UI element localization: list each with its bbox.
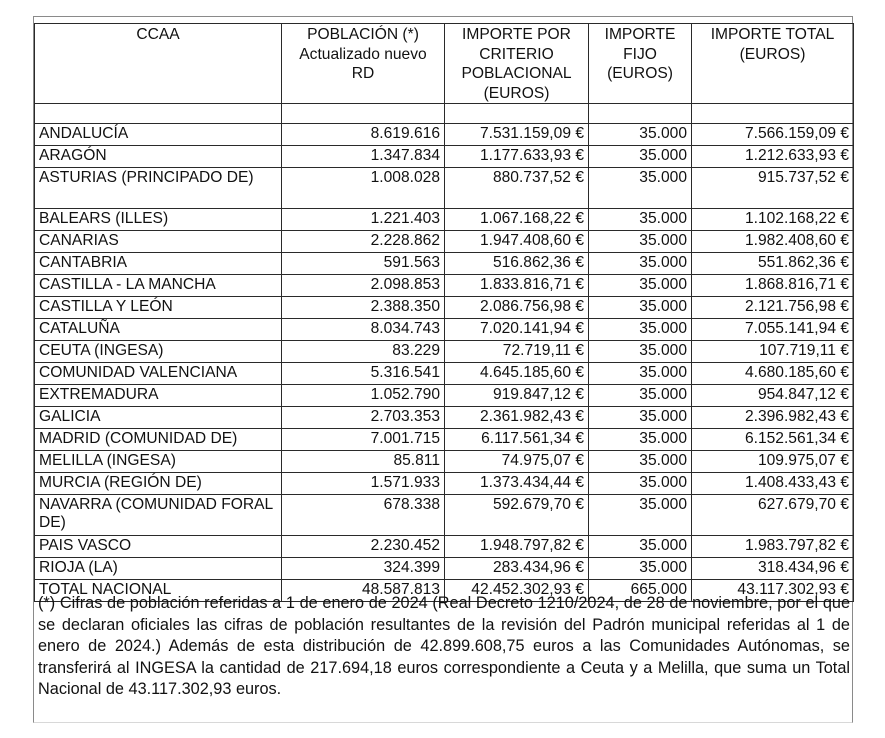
poblacion-cell: 83.229 — [282, 341, 445, 363]
poblacion-cell: 324.399 — [282, 558, 445, 580]
importe-poblacional-cell: 4.645.185,60 € — [445, 363, 589, 385]
table-header-row — [35, 24, 854, 104]
poblacion-cell: 2.388.350 — [282, 297, 445, 319]
importe-poblacional-cell: 2.086.756,98 € — [445, 297, 589, 319]
importe-poblacional-cell: 1.373.434,44 € — [445, 473, 589, 495]
ccaa-cell: PAIS VASCO — [35, 536, 282, 558]
table-row — [35, 319, 854, 341]
poblacion-cell: 1.052.790 — [282, 385, 445, 407]
table-row — [35, 407, 854, 429]
ccaa-cell: EXTREMADURA — [35, 385, 282, 407]
blank-cell — [282, 104, 445, 124]
importe-poblacional-cell: 880.737,52 € — [445, 168, 589, 209]
poblacion-cell: 2.230.452 — [282, 536, 445, 558]
importe-fijo-cell: 35.000 — [589, 558, 692, 580]
importe-poblacional-cell: 72.719,11 € — [445, 341, 589, 363]
ccaa-cell: GALICIA — [35, 407, 282, 429]
importe-poblacional-cell: 919.847,12 € — [445, 385, 589, 407]
table-row — [35, 146, 854, 168]
importe-fijo-cell: 35.000 — [589, 536, 692, 558]
ccaa-cell: MURCIA (REGIÓN DE) — [35, 473, 282, 495]
importe-poblacional-cell: 6.117.561,34 € — [445, 429, 589, 451]
importe-fijo-cell: 35.000 — [589, 275, 692, 297]
importe-total-cell: 1.868.816,71 € — [692, 275, 854, 297]
blank-cell — [35, 104, 282, 124]
ccaa-cell: CASTILLA - LA MANCHA — [35, 275, 282, 297]
importe-total-cell: 6.152.561,34 € — [692, 429, 854, 451]
table-row — [35, 363, 854, 385]
table-row — [35, 536, 854, 558]
ccaa-cell: ARAGÓN — [35, 146, 282, 168]
importe-poblacional-cell: 592.679,70 € — [445, 495, 589, 536]
header-poblacion: POBLACIÓN (*) Actualizado nuevo RD — [282, 24, 445, 104]
ccaa-cell: CANARIAS — [35, 231, 282, 253]
total-importe-poblacional-cell: 42.452.302,93 € — [445, 580, 589, 602]
importe-fijo-cell: 35.000 — [589, 253, 692, 275]
table-row — [35, 209, 854, 231]
ccaa-cell: CEUTA (INGESA) — [35, 341, 282, 363]
footnote: (*) Cifras de población referidas a 1 de enero de 2024 (Real Decreto 1210/2024, de 28 de noviembre, por el que se declaran oficiales las cifras de población resultantes de la revisión del Padrón municipal referidas al 1 de enero de 2024.) Además de esta distribución de 42.899.608,75 euros a las Comunidades Autónomas, se transferirá al INGESA la cantidad de 217.694,18 euros correspondiente a Ceuta y a Melilla, que suma un Total Nacional de 43.117.302,93 euros. — [38, 594, 850, 699]
header-ccaa: CCAA — [35, 24, 282, 104]
importe-poblacional-cell: 1.833.816,71 € — [445, 275, 589, 297]
importe-fijo-cell: 35.000 — [589, 231, 692, 253]
blank-cell — [589, 104, 692, 124]
poblacion-cell: 85.811 — [282, 451, 445, 473]
importe-fijo-cell: 35.000 — [589, 124, 692, 146]
importe-total-cell: 1.982.408,60 € — [692, 231, 854, 253]
poblacion-cell: 8.034.743 — [282, 319, 445, 341]
importe-total-cell: 7.055.141,94 € — [692, 319, 854, 341]
table-row — [35, 253, 854, 275]
importe-total-cell: 107.719,11 € — [692, 341, 854, 363]
ccaa-cell: ASTURIAS (PRINCIPADO DE) — [35, 168, 282, 209]
importe-total-cell: 551.862,36 € — [692, 253, 854, 275]
poblacion-cell: 7.001.715 — [282, 429, 445, 451]
ccaa-cell: MADRID (COMUNIDAD DE) — [35, 429, 282, 451]
importe-fijo-cell: 35.000 — [589, 363, 692, 385]
importe-total-cell: 2.396.982,43 € — [692, 407, 854, 429]
importe-total-cell: 954.847,12 € — [692, 385, 854, 407]
importe-poblacional-cell: 1.948.797,82 € — [445, 536, 589, 558]
table-row — [35, 168, 854, 209]
poblacion-cell: 678.338 — [282, 495, 445, 536]
ccaa-cell: MELILLA (INGESA) — [35, 451, 282, 473]
importe-fijo-cell: 35.000 — [589, 407, 692, 429]
importe-poblacional-cell: 1.947.408,60 € — [445, 231, 589, 253]
importe-total-cell: 1.983.797,82 € — [692, 536, 854, 558]
importe-fijo-cell: 35.000 — [589, 209, 692, 231]
table-row — [35, 275, 854, 297]
importe-poblacional-cell: 283.434,96 € — [445, 558, 589, 580]
importe-fijo-cell: 35.000 — [589, 297, 692, 319]
poblacion-cell: 1.571.933 — [282, 473, 445, 495]
importe-total-cell: 7.566.159,09 € — [692, 124, 854, 146]
ccaa-cell: CATALUÑA — [35, 319, 282, 341]
table-row — [35, 385, 854, 407]
poblacion-cell: 1.008.028 — [282, 168, 445, 209]
blank-row — [35, 104, 854, 124]
table-row — [35, 451, 854, 473]
importe-total-cell: 4.680.185,60 € — [692, 363, 854, 385]
ccaa-cell: RIOJA (LA) — [35, 558, 282, 580]
blank-cell — [445, 104, 589, 124]
importe-total-cell: 2.121.756,98 € — [692, 297, 854, 319]
table-row — [35, 297, 854, 319]
importe-fijo-cell: 35.000 — [589, 473, 692, 495]
total-label-cell: TOTAL NACIONAL — [35, 580, 282, 602]
importe-fijo-cell: 35.000 — [589, 319, 692, 341]
importe-poblacional-cell: 1.177.633,93 € — [445, 146, 589, 168]
poblacion-cell: 591.563 — [282, 253, 445, 275]
poblacion-cell: 8.619.616 — [282, 124, 445, 146]
importe-total-cell: 627.679,70 € — [692, 495, 854, 536]
importe-poblacional-cell: 7.020.141,94 € — [445, 319, 589, 341]
ccaa-cell: COMUNIDAD VALENCIANA — [35, 363, 282, 385]
table-row — [35, 429, 854, 451]
importe-poblacional-cell: 2.361.982,43 € — [445, 407, 589, 429]
table-row — [35, 473, 854, 495]
poblacion-cell: 2.703.353 — [282, 407, 445, 429]
importe-fijo-cell: 35.000 — [589, 146, 692, 168]
poblacion-cell: 2.228.862 — [282, 231, 445, 253]
poblacion-cell: 1.221.403 — [282, 209, 445, 231]
importe-poblacional-cell: 74.975,07 € — [445, 451, 589, 473]
distribution-table — [34, 23, 854, 602]
table-row — [35, 231, 854, 253]
poblacion-cell: 2.098.853 — [282, 275, 445, 297]
importe-fijo-cell: 35.000 — [589, 429, 692, 451]
importe-total-cell: 109.975,07 € — [692, 451, 854, 473]
importe-fijo-cell: 35.000 — [589, 341, 692, 363]
importe-total-cell: 915.737,52 € — [692, 168, 854, 209]
table-row — [35, 558, 854, 580]
blank-cell — [692, 104, 854, 124]
importe-fijo-cell: 35.000 — [589, 385, 692, 407]
poblacion-cell: 5.316.541 — [282, 363, 445, 385]
header-importe-fijo: IMPORTE FIJO (EUROS) — [589, 24, 692, 104]
importe-poblacional-cell: 516.862,36 € — [445, 253, 589, 275]
table-row — [35, 341, 854, 363]
importe-total-cell: 318.434,96 € — [692, 558, 854, 580]
importe-fijo-cell: 35.000 — [589, 168, 692, 209]
ccaa-cell: NAVARRA (COMUNIDAD FORAL DE) — [35, 495, 282, 536]
ccaa-cell: BALEARS (ILLES) — [35, 209, 282, 231]
header-importe-total: IMPORTE TOTAL (EUROS) — [692, 24, 854, 104]
ccaa-cell: ANDALUCÍA — [35, 124, 282, 146]
importe-poblacional-cell: 1.067.168,22 € — [445, 209, 589, 231]
table-row — [35, 124, 854, 146]
importe-total-cell: 1.212.633,93 € — [692, 146, 854, 168]
ccaa-cell: CANTABRIA — [35, 253, 282, 275]
table-row — [35, 495, 854, 536]
importe-total-cell: 1.408.433,43 € — [692, 473, 854, 495]
importe-poblacional-cell: 7.531.159,09 € — [445, 124, 589, 146]
total-poblacion-cell: 48.587.813 — [282, 580, 445, 602]
importe-total-cell: 1.102.168,22 € — [692, 209, 854, 231]
ccaa-cell: CASTILLA Y LEÓN — [35, 297, 282, 319]
importe-fijo-cell: 35.000 — [589, 451, 692, 473]
total-importe-fijo-cell: 665.000 — [589, 580, 692, 602]
total-importe-total-cell: 43.117.302,93 € — [692, 580, 854, 602]
header-importe-poblacional: IMPORTE POR CRITERIO POBLACIONAL (EUROS) — [445, 24, 589, 104]
importe-fijo-cell: 35.000 — [589, 495, 692, 536]
poblacion-cell: 1.347.834 — [282, 146, 445, 168]
